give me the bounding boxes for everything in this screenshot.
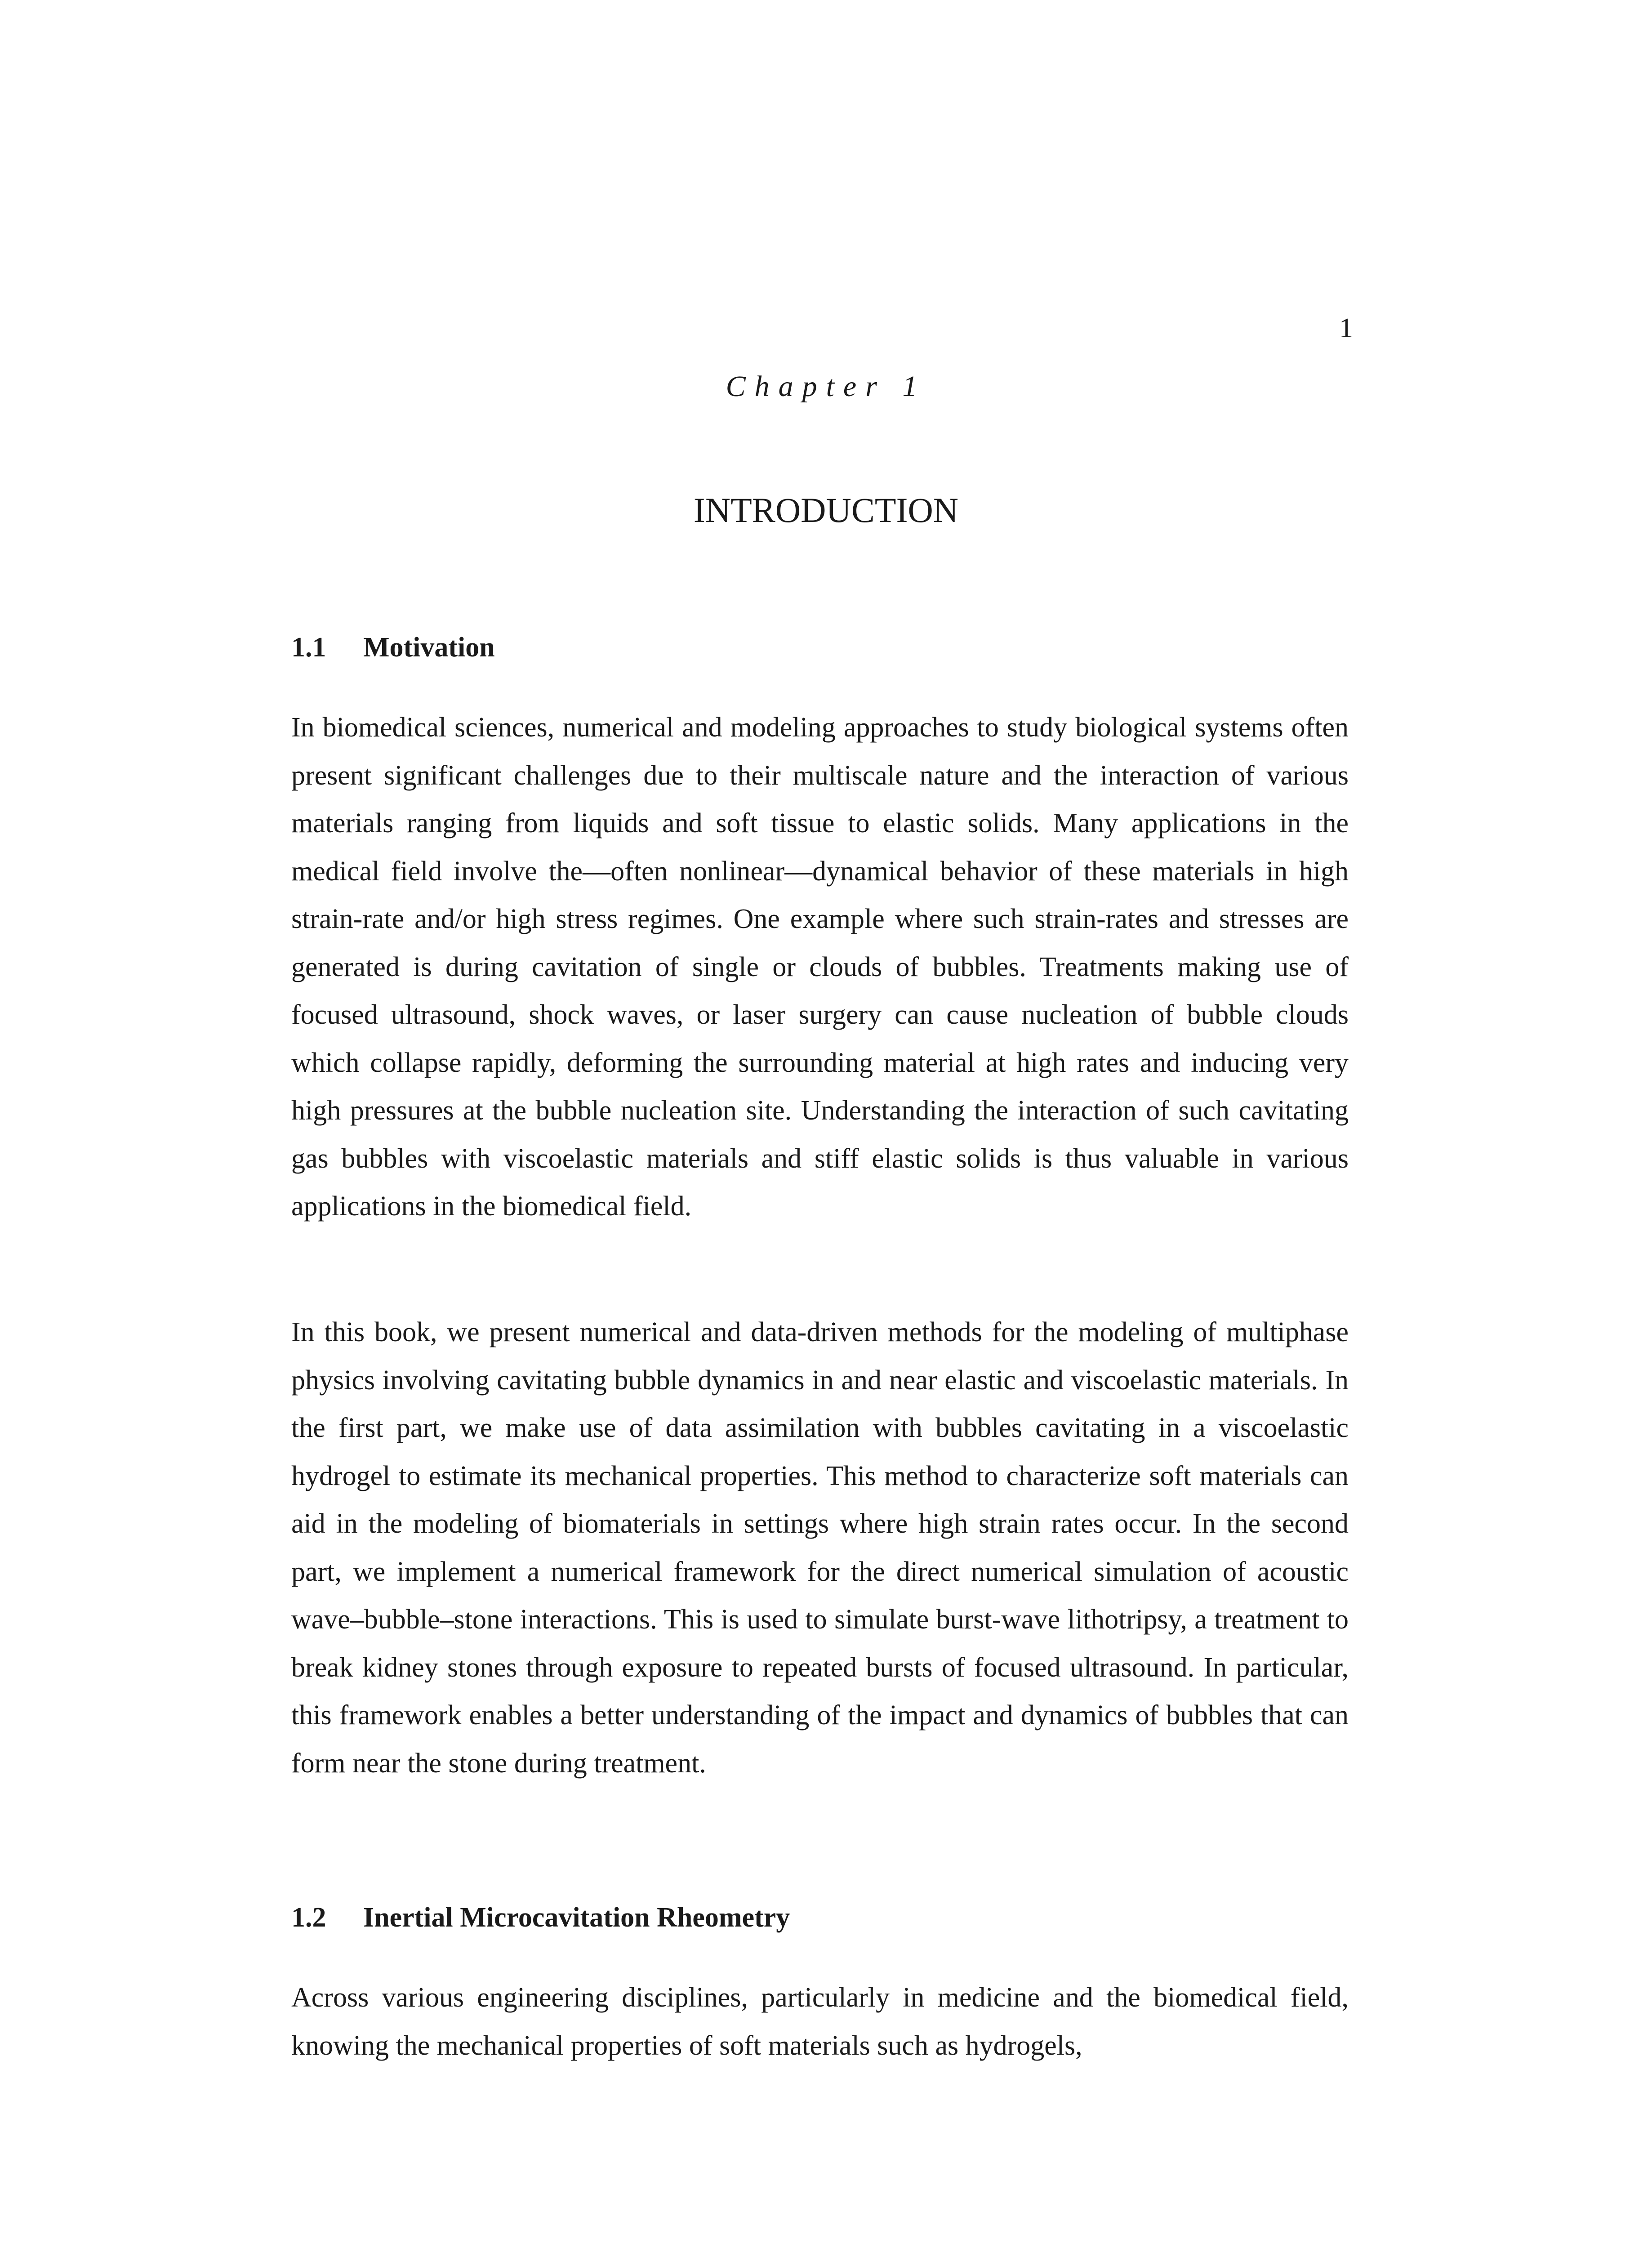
paragraph-motivation-2: In this book, we present numerical and data-driven methods for the modeling of multiphase physics involving cavitating bubble dynamics in and near elastic and viscoelastic materials. In the first part, we make use of data assimilation with bubbles cavitating in a viscoelastic hydrogel to estimate its mechanical properties. This method to characterize soft materials can aid in the modeling of biomaterials in settings where high strain rates occur. In the second part, we implement a numerical framework for the direct numerical simulation of acoustic wave–bubble–stone interactions. This is used to simulate burst-wave lithotripsy, a treatment to break kidney stones through exposure to repeated bursts of focused ultrasound. In particular, this framework enables a better understanding of the impact and dynamics of bubbles that can form near the stone during treatment. — [291, 1317, 1349, 1779]
chapter-label: Chapter 1 — [726, 370, 926, 403]
page-number: 1 — [1339, 313, 1353, 343]
section-title: Inertial Microcavitation Rheometry — [363, 1902, 790, 1933]
section-heading-motivation — [291, 629, 495, 665]
paragraph-motivation-1: In biomedical sciences, numerical and modeling approaches to study biological systems often present significant challenges due to their multiscale nature and the interaction of various materials ranging from liquids and soft tissue to elastic solids. Many applications in the medical field involve the—often nonlinear—dynamical behavior of these materials in high strain-rate and/or high stress regimes. One example where such strain-rates and stresses are generated is during cavitation of single or clouds of bubbles. Treatments making use of focused ultrasound, shock waves, or laser surgery can cause nucleation of bubble clouds which collapse rapidly, deforming the surrounding material at high rates and inducing very high pressures at the bubble nucleation site. Understanding the interaction of such cavitating gas bubbles with viscoelastic materials and stiff elastic solids is thus valuable in various applications in the biomedical field. — [291, 712, 1349, 1222]
chapter-title: INTRODUCTION — [693, 491, 959, 530]
section-title: Motivation — [363, 632, 495, 663]
section-heading-rheometry — [291, 1900, 790, 1936]
paragraph-rheometry-1: Across various engineering disciplines, particularly in medicine and the biomedical field, knowing the mechanical properties of soft materials such as hydrogels, — [291, 1982, 1349, 2061]
section-number: 1.1 — [291, 632, 326, 663]
section-number: 1.2 — [291, 1902, 326, 1933]
